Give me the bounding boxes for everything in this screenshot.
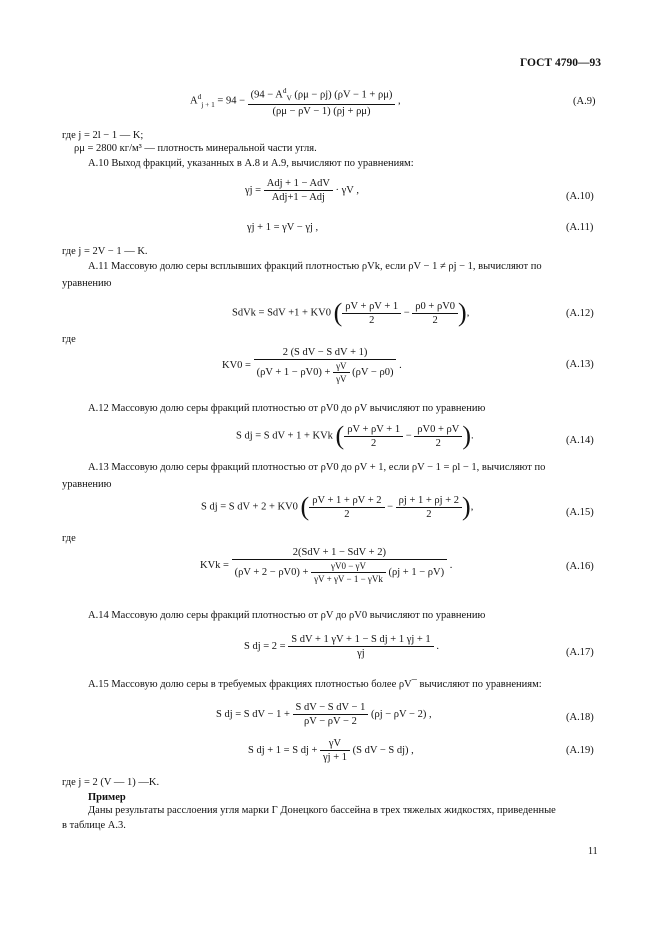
document-code: ГОСТ 4790—93	[520, 57, 601, 69]
where-clause-1: где j = 2l − 1 — K;	[62, 130, 144, 141]
equation-number-a18: (A.18)	[566, 712, 594, 723]
equation-number-a16: (A.16)	[566, 561, 594, 572]
equation-a19: S dj + 1 = S dj + $\frac{\gamma V}{\gamma j + 1}$ (S dV − S dj) ,	[248, 738, 414, 763]
paragraph-a13-line1: А.13 Массовую долю серы фракций плотностью от ρV0 до ρV + 1, если ρV − 1 = ρl − 1, вычисляют по	[88, 462, 546, 473]
equation-number-a15: (A.15)	[566, 507, 594, 518]
equation-number-a14: (A.14)	[566, 435, 594, 446]
page-number: 11	[588, 846, 598, 857]
equation-a13: KV0 = 2 (S dV − S dV + 1) (ρV + 1 − ρV0) + $\frac{\gamma V}{\gamma V}$ (ρV − ρ0) .	[222, 347, 402, 384]
paragraph-a15: А.15 Массовую долю серы в требуемых фракциях плотностью более ρV¯ вычисляют по уравнениям:	[88, 679, 542, 690]
equation-a14: S dj = S dV + 1 + KVk ( $\frac{\rho V + \rho V + 1}{2}$ − $\frac{\rho V0 + \rho V}{2}$ ).	[236, 421, 474, 450]
equation-number-a17: (A.17)	[566, 647, 594, 658]
equation-number-a10: (A.10)	[566, 191, 594, 202]
equation-a18: S dj = S dV − 1 + $\frac{\text{S dV − S dV − 1}}{\rho V - \rho V - 2}$ (ρj − ρV − 2) ,	[216, 702, 432, 727]
equation-a9: $A^d_{j + 1} = 94$ − $\frac{(94 - A^d_V (\rho\mu - \rho j) (\rho V - 1 + \rho\mu)}{(\rho\mu - \rho V - 1) (\rho j + \rho\mu)}$ ,	[190, 86, 401, 117]
paragraph-a13-line2: уравнению	[62, 479, 112, 490]
paragraph-a14: А.14 Массовую долю серы фракций плотностью от ρV до ρV0 вычисляют по уравнению	[88, 610, 486, 621]
equation-a12: SdVk = SdV +1 + KV0 ( $\frac{\rho V + \rho V + 1}{2}$ − $\frac{\rho 0 + \rho V0}{2}$ ),	[232, 298, 470, 327]
example-title: Пример	[88, 792, 126, 803]
where-clause-1b: ρμ = 2800 кг/м³ — плотность минеральной части угля.	[74, 143, 317, 154]
where-clause-3: где j = 2 (V — 1) —K.	[62, 777, 160, 788]
where-label-2: где	[62, 533, 76, 544]
equation-a17: S dj = 2 = $\frac{\text{S dV + 1 γV + 1 − S dj + 1 γj + 1}}{\gamma j}$ .	[244, 634, 439, 659]
equation-number-a11: (A.11)	[566, 222, 594, 233]
equation-a11: γj + 1 = γV − γj ,	[247, 222, 319, 233]
paragraph-a10: А.10 Выход фракций, указанных в А.8 и А.9, вычисляют по уравнениям:	[88, 158, 414, 169]
example-line-2: в таблице А.3.	[62, 820, 126, 831]
equation-number-a19: (A.19)	[566, 745, 594, 756]
paragraph-a11-line2: уравнению	[62, 278, 112, 289]
equation-a16: KVk = 2(SdV + 1 − SdV + 2) (ρV + 2 − ρV0) + $\frac{\gamma V0 - \gamma V}{\text{γV + γV − 1 − γVk}}$ (ρj + 1 − ρV) .	[200, 547, 453, 584]
equation-a15: S dj = S dV + 2 + KV0 ( $\frac{\rho V + 1 + \rho V + 2}{2}$ − $\frac{\rho j + 1 + \rho j + 2}{2}$ ),	[201, 492, 474, 521]
where-clause-2: где j = 2V − 1 — K.	[62, 246, 148, 257]
example-line-1: Даны результаты расслоения угля марки Г Донецкого бассейна в трех тяжелых жидкостях, приведенные	[88, 805, 556, 816]
equation-number-a12: (A.12)	[566, 308, 594, 319]
paragraph-a12: А.12 Массовую долю серы фракций плотностью от ρV0 до ρV вычисляют по уравнению	[88, 403, 486, 414]
equation-number-a9: (A.9)	[573, 96, 596, 107]
equation-a10: γj = $\frac{\text{Adj + 1 − AdV}}{\text{Adj+1 − Adj}}$ · γV ,	[245, 178, 359, 203]
where-label-1: где	[62, 334, 76, 345]
equation-number-a13: (A.13)	[566, 359, 594, 370]
paragraph-a11-line1: А.11 Массовую долю серы всплывших фракций плотностью ρVk, если ρV − 1 ≠ ρj − 1, вычисляют по	[88, 261, 542, 272]
